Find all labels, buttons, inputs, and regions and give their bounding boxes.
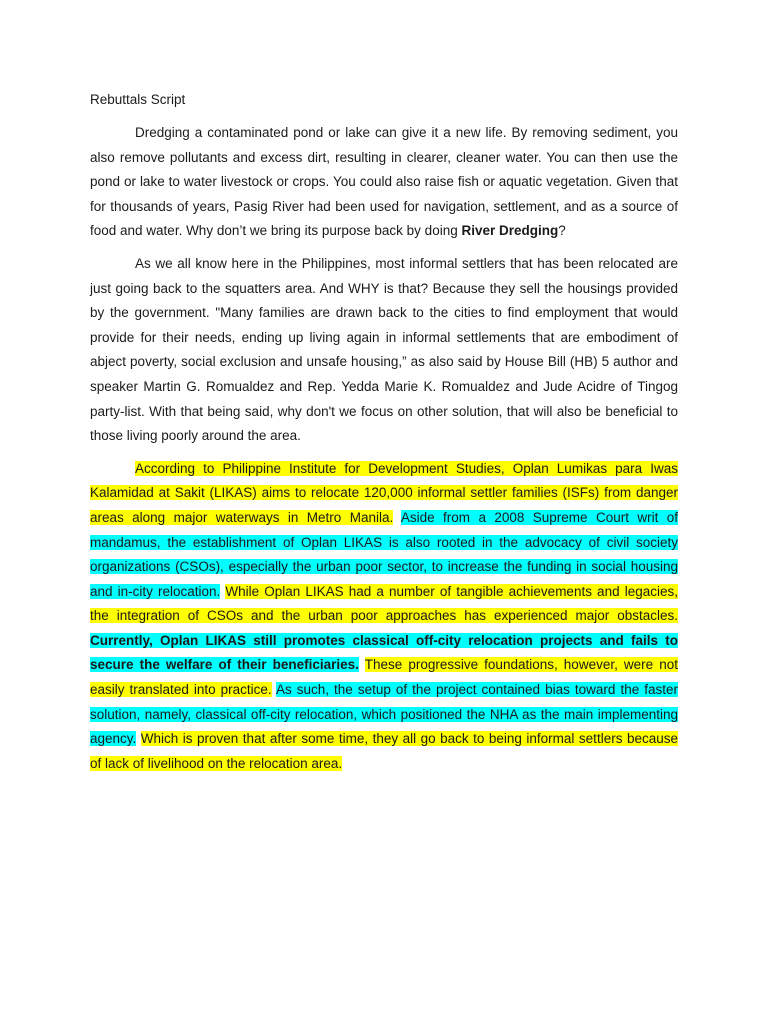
highlight-yellow-segment-1: According to Philippine Institute for Development Studies, Oplan Lumikas para Iwas Kalamidad at Sakit (LIKAS) aims to relocate 120,000 informal settler families (ISFs) from danger areas along major waterways in Metro Manila. (90, 460, 678, 525)
paragraph-1-end: ? (558, 223, 566, 239)
paragraph-informal-settlers (90, 252, 678, 449)
document-title: Rebuttals Script (90, 92, 186, 107)
highlight-cyan-bold-segment-4: Currently, Oplan LIKAS still promotes classical off-city relocation projects and fails to secure the welfare of their beneficiaries. (90, 632, 678, 673)
paragraph-1-text: Dredging a contaminated pond or lake can give it a new life. By removing sediment, you also remove pollutants and excess dirt, resulting in clearer, cleaner water. You can then use the pond or lake to water livestock or crops. You could also raise fish or aquatic vegetation. Given that for thousands of years, Pasig River had been used for navigation, settlement, and as a source of food and water. Why don’t we bring its purpose back by doing (90, 125, 678, 239)
document-page (90, 88, 678, 784)
highlight-yellow-segment-7: Which is proven that after some time, they all go back to being informal settlers because of lack of livelihood on the relocation area. (90, 731, 678, 771)
highlight-cyan-segment-2: Aside from a 2008 Supreme Court writ of mandamus, the establishment of Oplan LIKAS is also rooted in the advocacy of civil society organizations (CSOs), especially the urban poor sector, to increase the funding in social housing and in-city relocation. (90, 509, 678, 599)
paragraph-oplan-likas (90, 457, 678, 777)
highlight-yellow-segment-3: While Oplan LIKAS had a number of tangible achievements and legacies, the integration of CSOs and the urban poor approaches has experienced major obstacles. (90, 583, 678, 624)
paragraph-river-dredging (90, 121, 678, 244)
paragraph-2-text: As we all know here in the Philippines, most informal settlers that has been relocated are just going back to the squatters area. And WHY is that? Because they sell the housings provided by the government. "Many families are drawn back to the cities to find employment that would provide for their needs, ending up living again in informal settlements that are embodiment of abject poverty, social exclusion and unsafe housing,” as also said by House Bill (HB) 5 author and speaker Martin G. Romualdez and Rep. Yedda Marie K. Romualdez and Jude Acidre of Tingog party-list. With that being said, why don't we focus on other solution, that will also be beneficial to those living poorly around the area. (90, 255, 678, 444)
highlight-yellow-segment-5: These progressive foundations, however, were not easily translated into practice. (90, 657, 678, 698)
river-dredging-bold: River Dredging (461, 223, 559, 239)
highlight-cyan-segment-6: As such, the setup of the project contained bias toward the faster solution, namely, classical off-city relocation, which positioned the NHA as the main implementing agency. (90, 682, 678, 747)
